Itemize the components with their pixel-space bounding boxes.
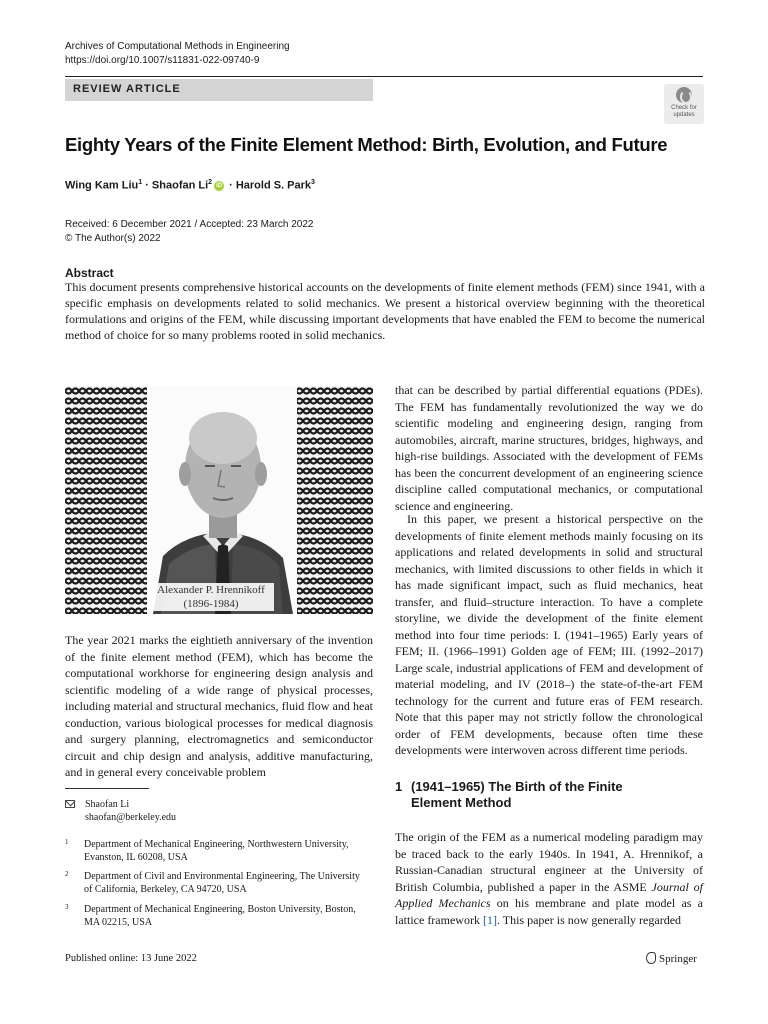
copyright: © The Author(s) 2022 [65,233,161,244]
author-name[interactable]: Harold S. Park [235,179,312,192]
abstract-text: This document presents comprehensive historical accounts on the developments of finite element methods (FEM) since 1941, with a specific emphasis on developments related to solid mechanics. We present a historical overview beginning with the theoretical formulations and origins of the FEM, while discussing important developments that have enabled the FEM to become the numerical method of choice for so many problems rooted in solid mechanics. [65,280,705,342]
journal-header [65,40,290,68]
check-for-updates-button[interactable]: Check for updates [664,84,704,124]
figure-caption: Alexander P. Hrennikoff (1896-1984) [148,583,274,611]
footnote-rule [65,788,149,789]
intro-paragraph: The year 2021 marks the eightieth anniversary of the invention of the finite element method (FEM), which has become the computational workhorse for engineering design analysis and scientific modeling of a wide range of physical processes, including material and structural mechanics, fluid flow and heat conduction, various biological processes for medical diagnosis and surgery planning, electromagnetics and semiconductor circuit and chip design and analysis, additive manufacturing, and in general every conceivable problem [65,633,373,779]
author-name[interactable]: Shaofan Li [151,179,209,192]
corresponding-author: Shaofan Li shaofan@berkeley.edu [65,798,176,824]
affiliation: 1 Department of Mechanical Engineering, Northwestern University, Evanston, IL 60208, USA [65,838,349,863]
body-paragraph: that can be described by partial differential equations (PDEs). The FEM has fundamentally revolutionized the way we do scientific modeling and engineering design, ranging from automobiles, aircraft, marine structures, bridges, highways, and high-rise buildings. Associated with the development of FEMs has been the concurrent development of an engineering science discipline called computational mechanics, or computational science and engineering. [395,383,703,513]
author-list: Wing Kam Liu$^1$ · Shaofan Li$^2$ iD · Harold S. Park$^3$ [65,179,315,192]
check-updates-icon [676,87,692,103]
email-link[interactable]: shaofan@berkeley.edu [85,812,177,823]
orcid-icon[interactable]: iD [216,182,223,189]
article-title: Eighty Years of the Finite Element Method: Birth, Evolution, and Future [65,134,668,155]
body-paragraph: In this paper, we present a historical perspective on the developments of finite element methods mainly focusing on its applications and related developments in solid and structural mechanics, with limited discussions to other fields in which it has made significant impact, such as fluid mechanics, heat transfer, and fluid–structure interaction. To have a complete storyline, we divide the development of the finite element method into four time periods: I. (1941–1965) Early years of FEM; II. (1966–1991) Golden age of FEM; III. (1992–2017) Large scale, industrial applications of FEM and development of material modeling, and IV (2018–) the state-of-the-art FEM technology for the current and future eras of FEM research. Note that this paper may not strictly follow the chronological order of FEM developments, because often time these developments were interwoven across different time periods. [395,512,703,757]
header-rule [65,76,703,77]
abstract-heading: Abstract [65,266,114,280]
lattice-portrait-image [65,386,373,614]
affiliation: 3 Department of Mechanical Engineering, Boston University, Boston, MA 02215, USA [65,903,356,928]
published-date: Published online: 13 June 2022 [65,953,197,964]
doi-link[interactable]: https://doi.org/10.1007/s11831-022-09740-9 [65,55,260,66]
article-type-badge: REVIEW ARTICLE [65,79,373,101]
author-name[interactable]: Wing Kam Liu [65,179,139,192]
citation-link[interactable]: [1] [482,912,497,927]
section-heading: 1 (1941–1965) The Birth of the Finite Element Method [395,779,623,810]
springer-horse-icon [646,952,656,964]
journal-name: Archives of Computational Methods in Engineering [65,41,290,52]
publisher-logo: Springer [646,952,697,965]
portrait-figure [65,386,373,614]
article-dates: Received: 6 December 2021 / Accepted: 23 March 2022 © The Author(s) 2022 [65,219,314,244]
envelope-icon [65,800,75,808]
affiliation: 2 Department of Civil and Environmental Engineering, The University of California, Berkeley, CA 94720, USA [65,870,360,895]
body-paragraph: The origin of the FEM as a numerical modeling paradigm may be traced back to the early 1940s. In 1941, A. Hrennikof, a Russian-Canadian structural engineer at the University of British Columbia, published a paper in the ASME Journal of Applied Mechanics on his membrane and plate model as a lattice framework [1]. This paper is now generally regarded [395,830,704,927]
